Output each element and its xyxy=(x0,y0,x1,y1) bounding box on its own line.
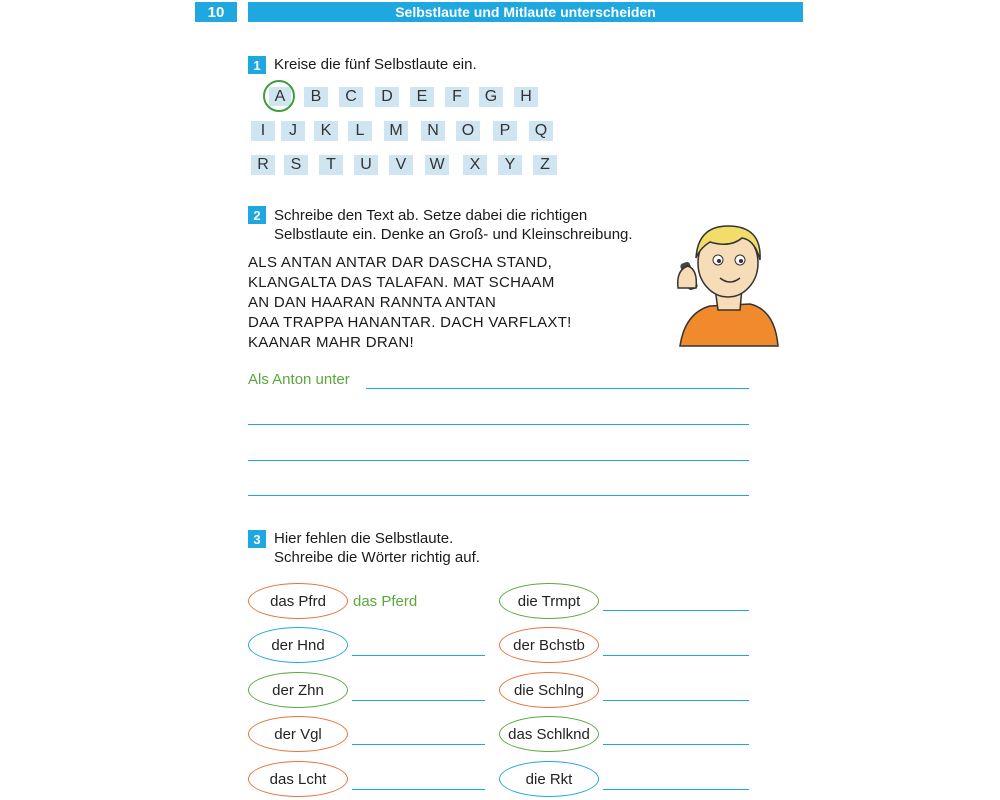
page-number: 10 xyxy=(195,2,237,22)
letter-tile[interactable]: M xyxy=(384,121,408,141)
letter-tile[interactable]: K xyxy=(314,121,338,141)
letter-tile[interactable]: O xyxy=(456,121,480,141)
letter-tile[interactable]: G xyxy=(479,87,503,107)
letter-tile[interactable]: N xyxy=(421,121,445,141)
letter-tile[interactable]: E xyxy=(410,87,434,107)
word-oval: die Trmpt xyxy=(499,583,599,619)
writing-line[interactable] xyxy=(352,700,485,701)
writing-line[interactable] xyxy=(603,700,749,701)
letter-tile[interactable]: A xyxy=(274,88,286,105)
word-oval: die Schlng xyxy=(499,672,599,708)
writing-line[interactable] xyxy=(603,655,749,656)
person-with-phone-illustration xyxy=(670,218,780,348)
letter-tile[interactable]: I xyxy=(251,121,275,141)
writing-line[interactable] xyxy=(248,424,749,425)
task-2-instruction-line-1: Schreibe den Text ab. Setze dabei die richtigen xyxy=(274,207,588,224)
letter-tile[interactable]: W xyxy=(425,155,449,175)
letter-tile[interactable]: R xyxy=(251,155,275,175)
task-1-instruction: Kreise die fünf Selbstlaute ein. xyxy=(274,56,477,73)
writing-line[interactable] xyxy=(248,495,749,496)
letter-tile[interactable]: V xyxy=(389,155,413,175)
letter-tile[interactable]: C xyxy=(339,87,363,107)
letter-tile[interactable]: Y xyxy=(498,155,522,175)
word-oval: das Lcht xyxy=(248,761,348,797)
word-oval: der Vgl xyxy=(248,716,348,752)
writing-line[interactable] xyxy=(248,460,749,461)
letter-tile[interactable]: Z xyxy=(533,155,557,175)
letter-tile[interactable]: Q xyxy=(529,121,553,141)
text-line: DAA TRAPPA HANANTAR. DACH VARFLAXT! xyxy=(248,314,572,331)
letter-tile[interactable]: B xyxy=(304,87,328,107)
task-3-number: 3 xyxy=(248,530,266,548)
task-2-answer-start: Als Anton unter xyxy=(248,371,350,388)
letter-tile[interactable]: J xyxy=(281,121,305,141)
text-line: KLANGALTA DAS TALAFAN. MAT SCHAAM xyxy=(248,274,555,291)
text-line: AN DAN HAARAN RANNTA ANTAN xyxy=(248,294,497,311)
writing-line[interactable] xyxy=(603,744,749,745)
letter-tile[interactable]: F xyxy=(445,87,469,107)
letter-tile[interactable]: H xyxy=(514,87,538,107)
page-title: Selbstlaute und Mitlaute unterscheiden xyxy=(248,2,803,22)
task-2-instruction-line-2: Selbstlaute ein. Denke an Groß- und Kleinschreibung. xyxy=(274,226,633,243)
word-oval: der Zhn xyxy=(248,672,348,708)
writing-line[interactable] xyxy=(352,655,485,656)
example-answer: das Pferd xyxy=(353,593,418,610)
letter-tile[interactable]: S xyxy=(284,155,308,175)
word-oval: die Rkt xyxy=(499,761,599,797)
word-oval: der Hnd xyxy=(248,627,348,663)
word-oval: der Bchstb xyxy=(499,627,599,663)
letter-tile[interactable]: D xyxy=(375,87,399,107)
letter-tile[interactable]: T xyxy=(319,155,343,175)
writing-line[interactable] xyxy=(603,789,749,790)
task-3-instruction-line-2: Schreibe die Wörter richtig auf. xyxy=(274,549,480,566)
text-line: KAANAR MAHR DRAN! xyxy=(248,334,414,351)
letter-tile[interactable]: L xyxy=(348,121,372,141)
writing-line[interactable] xyxy=(603,610,749,611)
writing-line[interactable] xyxy=(352,744,485,745)
letter-tile[interactable]: X xyxy=(463,155,487,175)
text-line: ALS ANTAN ANTAR DAR DASCHA STAND, xyxy=(248,254,553,271)
writing-line[interactable] xyxy=(352,789,485,790)
vowel-swapped-text xyxy=(248,253,572,353)
letter-tile[interactable]: U xyxy=(354,155,378,175)
task-2-number: 2 xyxy=(248,206,266,224)
word-oval: das Pfrd xyxy=(248,583,348,619)
task-1-number: 1 xyxy=(248,56,266,74)
writing-line[interactable] xyxy=(366,388,749,389)
word-oval: das Schlknd xyxy=(499,716,599,752)
letter-tile[interactable]: P xyxy=(493,121,517,141)
task-3-instruction-line-1: Hier fehlen die Selbstlaute. xyxy=(274,530,454,547)
